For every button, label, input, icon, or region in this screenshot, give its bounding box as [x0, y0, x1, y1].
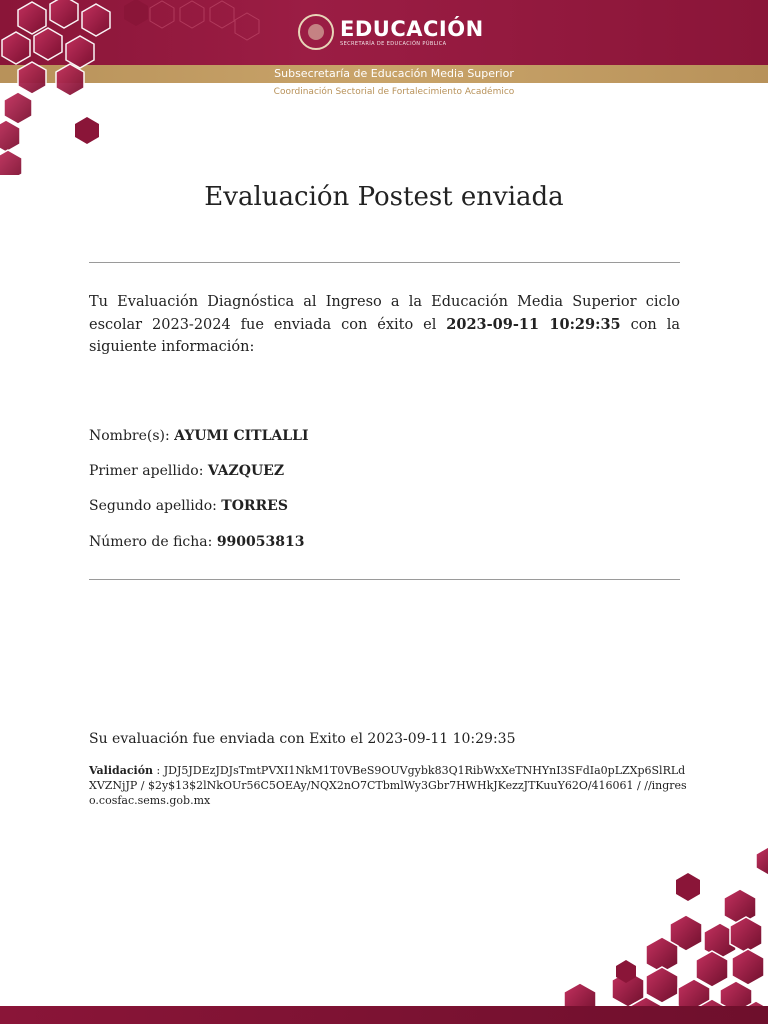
field-segundo-apellido [89, 498, 288, 514]
numero-ficha-label: Número de ficha: [89, 534, 217, 550]
nombre-label: Nombre(s): [89, 428, 175, 444]
intro-paragraph [89, 291, 680, 359]
logo-subtext: SECRETARÍA DE EDUCACIÓN PÚBLICA [340, 40, 447, 47]
hexagon-pattern-bottom-right [520, 840, 768, 1024]
page-title: Evaluación Postest enviada [204, 182, 564, 212]
validation-separator: : [153, 764, 164, 777]
divider-bottom [89, 579, 680, 580]
national-seal-icon [298, 14, 334, 50]
coordinacion-label: Coordinación Sectorial de Fortalecimiento Académico [273, 87, 515, 97]
divider-top [89, 262, 680, 263]
validation-block [89, 763, 689, 808]
segundo-apellido-value: TORRES [221, 498, 288, 514]
intro-text-before: Tu Evaluación Diagnóstica al Ingreso a la Educación Media Superior ciclo escolar 2023-2024 fue enviada con éxito el [89, 294, 680, 333]
sep-logo [298, 12, 484, 52]
subsecretaria-label: Subsecretaría de Educación Media Superior [274, 67, 514, 80]
sent-message: Su evaluación fue enviada con Exito el 2023-09-11 10:29:35 [89, 731, 516, 747]
segundo-apellido-label: Segundo apellido: [89, 498, 222, 514]
validation-label: Validación [89, 764, 154, 777]
validation-value: JDJ5JDEzJDJsTmtPVXI1NkM1T0VBeS9OUVgybk83Q1RibWxXeTNHYnI3SFdIa0pLZXp6SlRLdXVZNjJP / $2y$13$2lNkOUr56C5OEAy/NQX2nO7CTbmlWy3Gbr7HWHkJKezzJTKuuY62O/416061 / //ingreso.cosfac.sems.gob.mx [89, 764, 687, 807]
submission-datetime: 2023-09-11 10:29:35 [446, 315, 621, 333]
field-nombre [89, 428, 309, 444]
hexagon-pattern-top-left [0, 0, 260, 175]
numero-ficha-value: 990053813 [216, 534, 305, 550]
field-primer-apellido [89, 463, 284, 479]
nombre-value: AYUMI CITLALLI [174, 428, 309, 444]
primer-apellido-value: VAZQUEZ [207, 463, 285, 479]
field-numero-ficha [89, 534, 304, 550]
footer-band [0, 1006, 768, 1024]
logo-text: EDUCACIÓN [340, 16, 484, 41]
primer-apellido-label: Primer apellido: [89, 463, 208, 479]
intro-text-after: con la siguiente información: [89, 316, 680, 355]
